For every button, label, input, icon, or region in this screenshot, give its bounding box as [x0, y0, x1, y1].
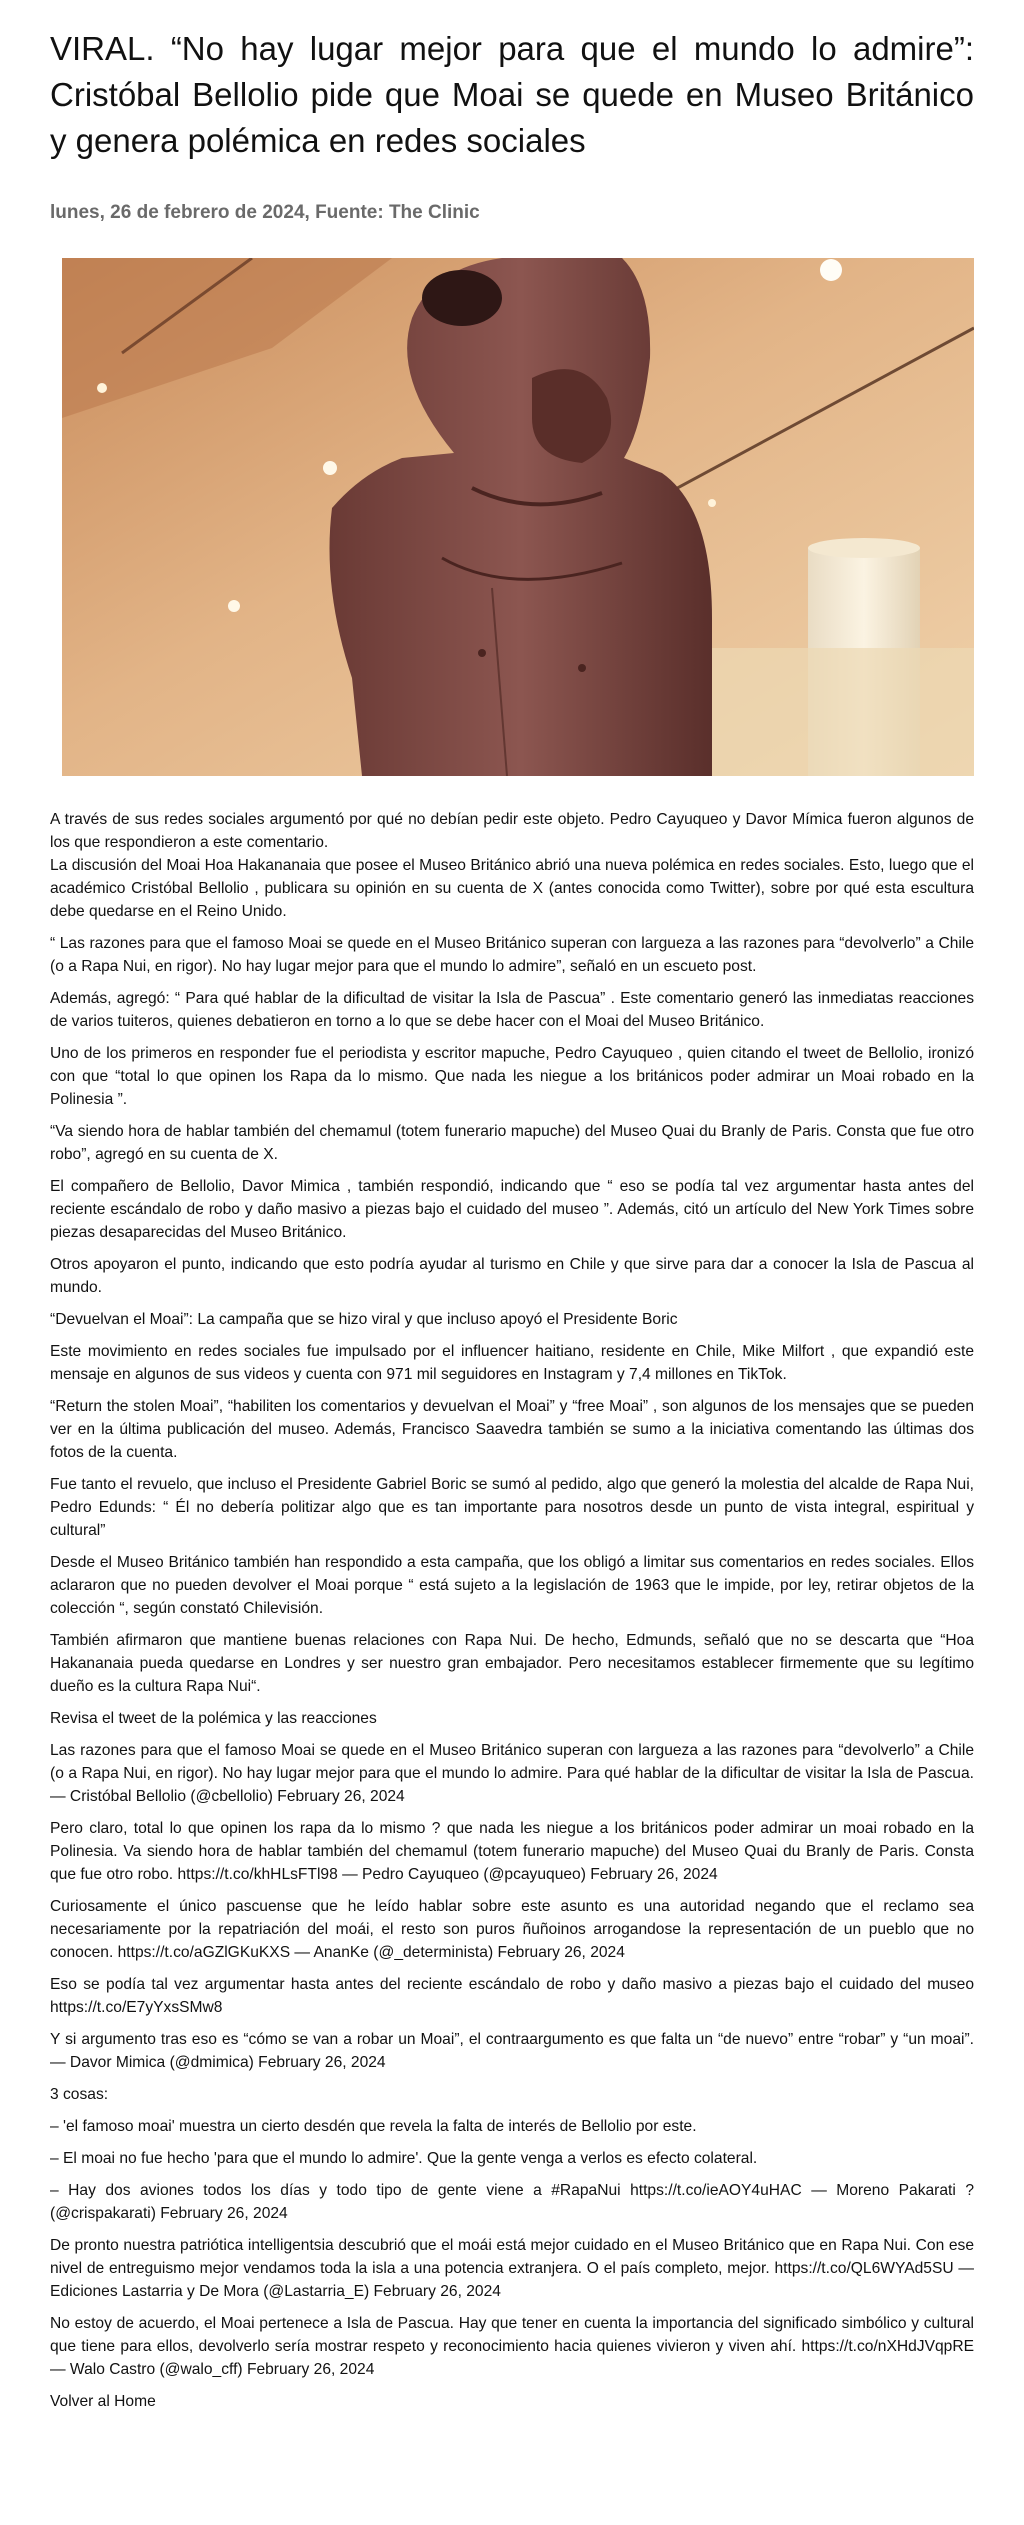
embedded-tweet: Las razones para que el famoso Moai se quede en el Museo Británico superan con largueza a las razones para “devolverlo” a Chile (o a Rapa Nui, en rigor). No hay lugar mejor para que el mundo lo admire. Para qué hablar de la dificultar de visitar la Isla de Pascua. — Cristóbal Bellolio (@cbellolio) February 26, 2024: [50, 1742, 974, 1805]
article-headline: VIRAL. “No hay lugar mejor para que el mundo lo admire”: Cristóbal Bellolio pide que Moai se quede en Museo Británico y genera polémica en redes sociales: [50, 30, 974, 159]
article-paragraph: La discusión del Moai Hoa Hakananaia que posee el Museo Británico abrió una nueva polémica en redes sociales. Esto, luego que el académico Cristóbal Bellolio , publicara su opinión en su cuenta de X (antes conocida como Twitter), sobre por qué esta escultura debe quedarse en el Reino Unido.: [50, 857, 974, 920]
embedded-tweet: Curiosamente el único pascuense que he leído hablar sobre este asunto es una autoridad negando que el reclamo sea necesariamente por la repatriación del moái, el resto son puros ñuñoinos arrogandose la representación de un pueblo que no conocen. https://t.co/aGZlGKuKXS — AnanKe (@_determinista) February 26, 2024: [50, 1898, 974, 1961]
article-paragraph: “Return the stolen Moai”, “habiliten los comentarios y devuelvan el Moai” y “free Moai” , son algunos de los mensajes que se pueden ver en la última publicación del museo. Además, Francisco Saavedra también se sumo a la iniciativa comentando las últimas dos fotos de la cuenta.: [50, 1398, 974, 1461]
embedded-tweet: Pero claro, total lo que opinen los rapa da lo mismo ? que nada les niegue a los británicos poder admirar un moai robado en la Polinesia. Va siendo hora de hablar también del chemamul (totem funerario mapuche) del Museo Quai du Branly de Paris. Consta que fue otro robo. https://t.co/khHLsFTl98 — Pedro Cayuqueo (@pcayuqueo) February 26, 2024: [50, 1820, 974, 1883]
article-paragraph: Otros apoyaron el punto, indicando que esto podría ayudar al turismo en Chile y que sirve para dar a conocer la Isla de Pascua al mundo.: [50, 1256, 974, 1296]
embedded-tweet: – 'el famoso moai' muestra un cierto desdén que revela la falta de interés de Bellolio por este.: [50, 2118, 697, 2135]
article-subheading: “Devuelvan el Moai”: La campaña que se hizo viral y que incluso apoyó el Presidente Boric: [50, 1311, 678, 1328]
article-paragraph: A través de sus redes sociales argumentó por qué no debían pedir este objeto. Pedro Cayuqueo y Davor Mímica fueron algunos de los que respondieron a este comentario.: [50, 811, 974, 851]
embedded-tweet: – Hay dos aviones todos los días y todo tipo de gente viene a #RapaNui https://t.co/ieAOY4uHAC — Moreno Pakarati ?(@crispakarati) February 26, 2024: [50, 2182, 974, 2222]
article-paragraph: Desde el Museo Británico también han respondido a esta campaña, que los obligó a limitar sus comentarios en redes sociales. Ellos aclararon que no pueden devolver el Moai porque “ está sujeto a la legislación de 1963 que le impide, por ley, retirar objetos de la colección “, según constató Chilevisión.: [50, 1554, 974, 1617]
embedded-tweet: Eso se podía tal vez argumentar hasta antes del reciente escándalo de robo y daño masivo a piezas bajo el cuidado del museo https://t.co/E7yYxsSMw8: [50, 1976, 974, 2016]
article-dateline: lunes, 26 de febrero de 2024, Fuente: The Clinic: [50, 202, 480, 223]
embedded-tweet: De pronto nuestra patriótica intelligentsia descubrió que el moái está mejor cuidado en el Museo Británico que en Rapa Nui. Con ese nivel de entreguismo mejor vendamos toda la isla a una potencia extranjera. O el país completo, mejor. https://t.co/QL6WYAd5SU — Ediciones Lastarria y De Mora (@Lastarria_E) February 26, 2024: [50, 2237, 974, 2300]
article-paragraph: Además, agregó: “ Para qué hablar de la dificultad de visitar la Isla de Pascua” . Este comentario generó las inmediatas reacciones de varios tuiteros, quienes debatieron en torno a lo que se debe hacer con el Moai del Museo Británico.: [50, 990, 974, 1030]
article-paragraph: “ Las razones para que el famoso Moai se quede en el Museo Británico superan con largueza a las razones para “devolverlo” a Chile (o a Rapa Nui, en rigor). No hay lugar mejor para que el mundo lo admire”, señaló en un escueto post.: [50, 935, 974, 975]
embedded-tweet: No estoy de acuerdo, el Moai pertenece a Isla de Pascua. Hay que tener en cuenta la importancia del significado simbólico y cultural que tiene para ellos, devolverlo sería mostrar respeto y reconocimiento hacia quienes vivieron y viven ahí. https://t.co/nXHdJVqpRE — Walo Castro (@walo_cff) February 26, 2024: [50, 2315, 974, 2378]
embedded-tweet: Y si argumento tras eso es “cómo se van a robar un Moai”, el contraargumento es que falta un “de nuevo” entre “robar” y “un moai”. — Davor Mimica (@dmimica) February 26, 2024: [50, 2031, 974, 2071]
embedded-tweet: 3 cosas:: [50, 2086, 109, 2103]
moai-photo: [62, 258, 974, 776]
article-subheading: Revisa el tweet de la polémica y las reacciones: [50, 1710, 377, 1727]
article-paragraph: También afirmaron que mantiene buenas relaciones con Rapa Nui. De hecho, Edmunds, señaló que no se descarta que “Hoa Hakananaia pueda quedarse en Londres y ser nuestro gran embajador. Pero necesitamos establecer firmemente que su legítimo dueño es la cultura Rapa Nui“.: [50, 1632, 974, 1695]
article-page: [0, 26, 1024, 2413]
article-paragraph: Este movimiento en redes sociales fue impulsado por el influencer haitiano, residente en Chile, Mike Milfort , que expandió este mensaje en algunos de sus videos y cuenta con 971 mil seguidores en Instagram y 7,4 millones en TikTok.: [50, 1343, 974, 1383]
article-body: [50, 808, 974, 2413]
article-paragraph: El compañero de Bellolio, Davor Mimica , también respondió, indicando que “ eso se podía tal vez argumentar hasta antes del reciente escándalo de robo y daño masivo a piezas bajo el cuidado del museo ”. Además, citó un artículo del New York Times sobre piezas desaparecidas del Museo Británico.: [50, 1178, 974, 1241]
article-paragraph: Fue tanto el revuelo, que incluso el Presidente Gabriel Boric se sumó al pedido, algo que generó la molestia del alcalde de Rapa Nui, Pedro Edunds: “ Él no debería politizar algo que es tan importante para nosotros desde un punto de vista integral, espiritual y cultural”: [50, 1476, 974, 1539]
article-paragraph: Uno de los primeros en responder fue el periodista y escritor mapuche, Pedro Cayuqueo , quien citando el tweet de Bellolio, ironizó con que “total lo que opinen los Rapa da lo mismo. Que nada les niegue a los británicos poder admirar un Moai robado en la Polinesia ”.: [50, 1045, 974, 1108]
embedded-tweet: – El moai no fue hecho 'para que el mundo lo admire'. Que la gente venga a verlos es efecto colateral.: [50, 2150, 758, 2167]
back-home-link[interactable]: Volver al Home: [50, 2393, 156, 2410]
article-paragraph: “Va siendo hora de hablar también del chemamul (totem funerario mapuche) del Museo Quai du Branly de Paris. Consta que fue otro robo”, agregó en su cuenta de X.: [50, 1123, 974, 1163]
